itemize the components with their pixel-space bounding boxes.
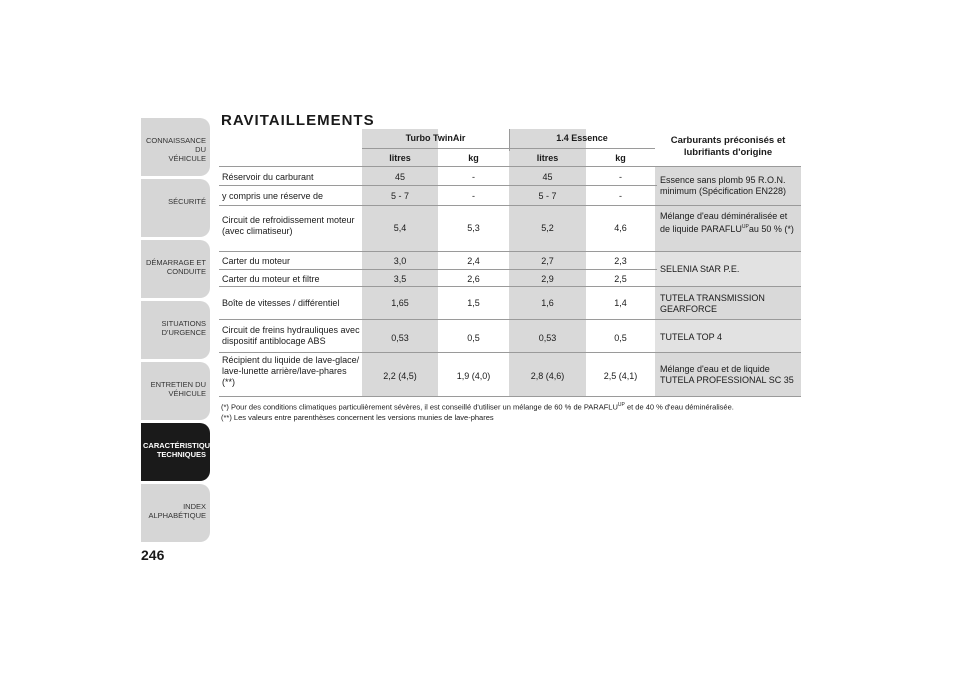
table-cell: -: [619, 172, 622, 182]
divider: [219, 286, 801, 287]
footnotes: [221, 400, 734, 423]
table-cell: 2,6: [467, 274, 480, 284]
table-cell: 1,65: [391, 298, 409, 308]
table-cell: 1,5: [467, 298, 480, 308]
footnote-1: (*) Pour des conditions climatiques particulièrement sévères, il est conseillé d'utiliser un mélange de 60 % de $PARAFLU^{UP}$ et de 40 % d'eau déminéralisée.: [221, 402, 734, 412]
table-cell: 5,2: [541, 223, 554, 233]
unit-header: litres: [389, 153, 411, 163]
row-label: Circuit de freins hydrauliques avec dispositif antiblocage ABS: [222, 325, 360, 346]
product-fuel: Essence sans plomb 95 R.O.N. minimum (Spécification EN228): [660, 175, 787, 196]
product-washer: Mélange d'eau et de liquide TUTELA PROFESSIONAL SC 35: [660, 364, 794, 385]
divider: [219, 319, 801, 320]
product-coolant: Mélange d'eau déminéralisée et de liquide $PARAFLU^{UP}au$ 50 % (*): [660, 211, 794, 234]
table-cell: 2,2 (4,5): [383, 371, 417, 381]
footnote-2: (**) Les valeurs entre parenthèses concernent les versions munies de lave-phares: [221, 412, 494, 422]
product-gear: TUTELA TRANSMISSION GEARFORCE: [660, 293, 765, 314]
table-cell: 0,5: [467, 333, 480, 343]
table-cell: 5 - 7: [538, 191, 557, 201]
table-cell: -: [472, 172, 475, 182]
group-header-turbo-twinair: Turbo TwinAir: [405, 133, 466, 143]
divider: [219, 205, 801, 206]
page-title: RAVITAILLEMENTS: [221, 112, 375, 129]
product-brake: TUTELA TOP 4: [660, 332, 723, 342]
tab-securite[interactable]: SÉCURITÉ: [141, 179, 210, 237]
group-header-essence: 1.4 Essence: [556, 133, 608, 143]
row-label: Carter du moteur et filtre: [222, 274, 320, 284]
refueling-table: [219, 129, 801, 397]
product-header: Carburants préconisés et lubrifiants d'origine: [670, 135, 786, 158]
row-label: Réservoir du carburant: [222, 172, 314, 182]
table-cell: 3,0: [393, 256, 407, 266]
row-label: Récipient du liquide de lave-glace/ lave-lunette arrière/lave-phares (**): [222, 355, 360, 387]
tab-connaissance-du-vehicule[interactable]: CONNAISSANCE DU VÉHICULE: [141, 118, 210, 176]
table-cell: 0,53: [391, 333, 409, 343]
page-number: 246: [141, 547, 165, 563]
table-cell: 2,3: [614, 256, 627, 266]
row-label: Boîte de vitesses / différentiel: [222, 298, 340, 308]
tab-entretien-du-vehicule[interactable]: ENTRETIEN DU VÉHICULE: [141, 362, 210, 420]
tab-situations-d-urgence[interactable]: SITUATIONS D'URGENCE: [141, 301, 210, 359]
sidebar-nav: [141, 118, 221, 546]
divider: [219, 396, 801, 397]
table-cell: 2,5 (4,1): [603, 371, 638, 381]
table-cell: 2,5: [614, 274, 627, 284]
row-label: y compris une réserve de: [222, 191, 324, 201]
table-cell: 1,9 (4,0): [456, 371, 491, 381]
table-cell: 3,5: [393, 274, 407, 284]
table-cell: 2,9: [541, 274, 554, 284]
divider: [219, 166, 801, 167]
table-cell: 4,6: [614, 223, 627, 233]
table-cell: 45: [542, 172, 553, 182]
table-cell: -: [619, 191, 622, 201]
unit-header: kg: [468, 153, 479, 163]
table-cell: 2,4: [467, 256, 480, 266]
tab-index-alphabetique[interactable]: INDEX ALPHABÉTIQUE: [141, 484, 210, 542]
row-label: Carter du moteur: [222, 256, 291, 266]
divider: [219, 251, 801, 252]
divider: [219, 269, 657, 270]
table-cell: 0,5: [614, 333, 627, 343]
table-cell: 0,53: [538, 333, 557, 343]
table-cell: 1,6: [541, 298, 554, 308]
table-cell: -: [472, 191, 475, 201]
divider: [219, 352, 801, 353]
table-cell: 5,3: [467, 223, 480, 233]
table-cell: 2,8 (4,6): [530, 371, 565, 381]
table-cell: 5 - 7: [390, 191, 409, 201]
table-cell: 2,7: [541, 256, 554, 266]
product-oil: SELENIA StAR P.E.: [660, 264, 740, 274]
table-cell: 45: [394, 172, 405, 182]
unit-header: kg: [615, 153, 626, 163]
unit-header: litres: [536, 153, 559, 163]
divider: [219, 185, 657, 186]
row-label: Circuit de refroidissement moteur (avec climatiseur): [222, 215, 355, 236]
tab-demarrage-et-conduite[interactable]: DÉMARRAGE ET CONDUITE: [141, 240, 210, 298]
table-cell: 1,4: [614, 298, 627, 308]
tab-caracteristiques-techniques[interactable]: CARACTÉRISTIQUES TECHNIQUES: [141, 423, 210, 481]
table-cell: 5,4: [393, 223, 407, 233]
divider: [362, 148, 655, 149]
